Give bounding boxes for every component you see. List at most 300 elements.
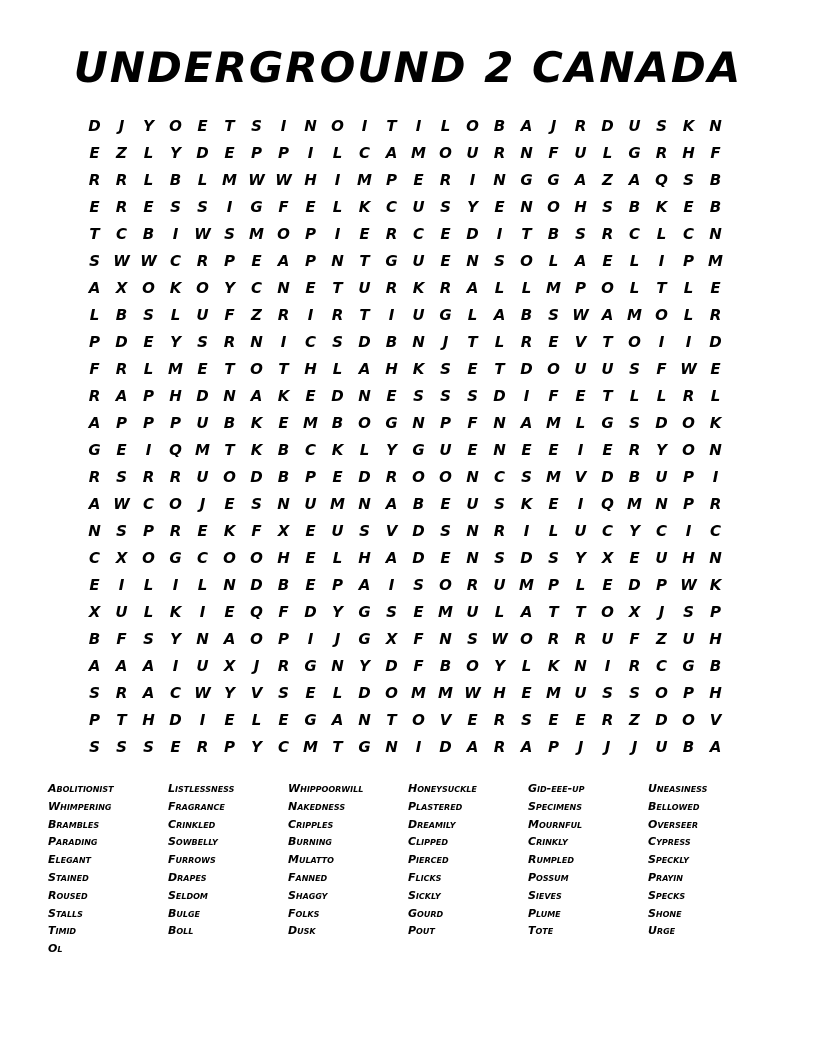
grid-letter[interactable]: P xyxy=(332,575,343,594)
grid-letter[interactable]: G xyxy=(358,629,371,648)
grid-letter[interactable]: V xyxy=(574,332,587,351)
grid-letter[interactable]: S xyxy=(467,386,478,405)
grid-letter[interactable]: C xyxy=(169,683,181,702)
grid-letter[interactable]: L xyxy=(143,170,154,189)
grid-letter[interactable]: I xyxy=(523,521,530,540)
grid-letter[interactable]: O xyxy=(682,710,695,729)
grid-letter[interactable]: N xyxy=(277,278,290,297)
grid-letter[interactable]: U xyxy=(466,602,479,621)
grid-letter[interactable]: R xyxy=(493,143,506,162)
grid-letter[interactable]: G xyxy=(304,656,317,675)
grid-letter[interactable]: S xyxy=(548,548,559,567)
grid-letter[interactable]: Y xyxy=(224,683,235,702)
grid-letter[interactable]: E xyxy=(89,143,100,162)
grid-letter[interactable]: F xyxy=(710,143,721,162)
grid-letter[interactable]: P xyxy=(305,224,316,243)
grid-letter[interactable]: S xyxy=(413,386,424,405)
grid-letter[interactable]: R xyxy=(88,386,101,405)
grid-letter[interactable]: C xyxy=(709,521,721,540)
grid-letter[interactable]: L xyxy=(251,710,262,729)
grid-letter[interactable]: G xyxy=(304,710,317,729)
grid-letter[interactable]: U xyxy=(601,359,614,378)
grid-letter[interactable]: M xyxy=(330,494,345,513)
grid-letter[interactable]: I xyxy=(388,575,395,594)
grid-letter[interactable]: Y xyxy=(629,521,640,540)
grid-letter[interactable]: M xyxy=(627,305,642,324)
grid-letter[interactable]: L xyxy=(575,575,586,594)
grid-letter[interactable]: A xyxy=(115,656,128,675)
grid-letter[interactable]: D xyxy=(466,224,479,243)
grid-letter[interactable]: S xyxy=(521,467,532,486)
grid-letter[interactable]: W xyxy=(248,170,265,189)
grid-letter[interactable]: K xyxy=(169,278,182,297)
grid-letter[interactable]: F xyxy=(413,629,424,648)
grid-letter[interactable]: U xyxy=(466,143,479,162)
grid-letter[interactable]: P xyxy=(386,170,397,189)
grid-letter[interactable]: U xyxy=(601,629,614,648)
grid-letter[interactable]: R xyxy=(88,467,101,486)
grid-letter[interactable]: R xyxy=(115,197,128,216)
grid-letter[interactable]: F xyxy=(413,656,424,675)
grid-letter[interactable]: B xyxy=(628,197,641,216)
grid-letter[interactable]: P xyxy=(548,737,559,756)
grid-letter[interactable]: F xyxy=(548,143,559,162)
grid-letter[interactable]: T xyxy=(602,332,613,351)
grid-letter[interactable]: L xyxy=(143,359,154,378)
grid-letter[interactable]: R xyxy=(169,521,182,540)
grid-letter[interactable]: D xyxy=(385,656,398,675)
grid-letter[interactable]: U xyxy=(196,467,209,486)
grid-letter[interactable]: T xyxy=(359,251,370,270)
grid-letter[interactable]: G xyxy=(358,737,371,756)
grid-letter[interactable]: X xyxy=(277,521,290,540)
grid-letter[interactable]: A xyxy=(88,494,101,513)
grid-letter[interactable]: R xyxy=(385,224,398,243)
grid-letter[interactable]: E xyxy=(440,548,451,567)
grid-letter[interactable]: O xyxy=(466,656,479,675)
grid-letter[interactable]: A xyxy=(331,710,344,729)
grid-letter[interactable]: D xyxy=(169,710,182,729)
grid-letter[interactable]: P xyxy=(683,251,694,270)
grid-letter[interactable]: N xyxy=(223,386,236,405)
grid-letter[interactable]: L xyxy=(683,278,694,297)
grid-letter[interactable]: L xyxy=(656,386,667,405)
grid-letter[interactable]: C xyxy=(277,737,289,756)
grid-letter[interactable]: N xyxy=(304,116,317,135)
grid-letter[interactable]: O xyxy=(682,413,695,432)
grid-letter[interactable]: E xyxy=(197,359,208,378)
grid-letter[interactable]: N xyxy=(466,251,479,270)
grid-letter[interactable]: M xyxy=(303,413,318,432)
grid-letter[interactable]: G xyxy=(439,305,452,324)
grid-letter[interactable]: O xyxy=(250,359,263,378)
grid-letter[interactable]: I xyxy=(388,305,395,324)
grid-letter[interactable]: I xyxy=(172,656,179,675)
grid-letter[interactable]: U xyxy=(358,278,371,297)
grid-letter[interactable]: O xyxy=(655,683,668,702)
grid-letter[interactable]: E xyxy=(440,494,451,513)
grid-letter[interactable]: C xyxy=(88,548,100,567)
grid-letter[interactable]: F xyxy=(467,413,478,432)
grid-letter[interactable]: R xyxy=(439,170,452,189)
grid-letter[interactable]: O xyxy=(412,710,425,729)
grid-letter[interactable]: E xyxy=(224,494,235,513)
grid-letter[interactable]: P xyxy=(170,413,181,432)
grid-letter[interactable]: S xyxy=(575,224,586,243)
grid-letter[interactable]: N xyxy=(358,710,371,729)
grid-letter[interactable]: P xyxy=(278,629,289,648)
grid-letter[interactable]: H xyxy=(574,197,587,216)
grid-letter[interactable]: L xyxy=(548,521,559,540)
grid-letter[interactable]: L xyxy=(143,602,154,621)
grid-letter[interactable]: I xyxy=(172,575,179,594)
grid-letter[interactable]: A xyxy=(520,737,533,756)
grid-letter[interactable]: K xyxy=(277,386,290,405)
grid-letter[interactable]: C xyxy=(115,224,127,243)
grid-letter[interactable]: P xyxy=(710,602,721,621)
grid-letter[interactable]: U xyxy=(196,656,209,675)
grid-letter[interactable]: U xyxy=(196,305,209,324)
grid-letter[interactable]: E xyxy=(143,197,154,216)
grid-letter[interactable]: S xyxy=(143,305,154,324)
grid-letter[interactable]: G xyxy=(88,440,101,459)
grid-letter[interactable]: Y xyxy=(170,332,181,351)
grid-letter[interactable]: A xyxy=(358,575,371,594)
grid-letter[interactable]: T xyxy=(386,116,397,135)
grid-letter[interactable]: E xyxy=(305,683,316,702)
grid-letter[interactable]: N xyxy=(412,413,425,432)
grid-letter[interactable]: X xyxy=(115,548,128,567)
grid-letter[interactable]: M xyxy=(411,143,426,162)
grid-letter[interactable]: I xyxy=(712,467,719,486)
grid-letter[interactable]: K xyxy=(412,359,425,378)
grid-letter[interactable]: S xyxy=(440,521,451,540)
grid-letter[interactable]: K xyxy=(682,116,695,135)
grid-letter[interactable]: H xyxy=(304,359,317,378)
grid-letter[interactable]: V xyxy=(709,710,722,729)
grid-letter[interactable]: N xyxy=(466,521,479,540)
grid-letter[interactable]: J xyxy=(442,332,449,351)
grid-letter[interactable]: X xyxy=(628,602,641,621)
grid-letter[interactable]: J xyxy=(334,629,341,648)
grid-letter[interactable]: N xyxy=(493,413,506,432)
grid-letter[interactable]: G xyxy=(682,656,695,675)
grid-letter[interactable]: B xyxy=(277,440,290,459)
grid-letter[interactable]: U xyxy=(439,440,452,459)
grid-letter[interactable]: A xyxy=(709,737,722,756)
grid-letter[interactable]: L xyxy=(656,224,667,243)
grid-letter[interactable]: M xyxy=(195,440,210,459)
grid-letter[interactable]: E xyxy=(710,278,721,297)
grid-letter[interactable]: M xyxy=(519,575,534,594)
grid-letter[interactable]: S xyxy=(494,494,505,513)
grid-letter[interactable]: E xyxy=(548,710,559,729)
grid-letter[interactable]: B xyxy=(412,494,425,513)
grid-letter[interactable]: D xyxy=(196,386,209,405)
grid-letter[interactable]: L xyxy=(629,251,640,270)
grid-letter[interactable]: T xyxy=(521,224,532,243)
grid-letter[interactable]: E xyxy=(386,386,397,405)
grid-letter[interactable]: B xyxy=(115,305,128,324)
grid-letter[interactable]: J xyxy=(550,116,557,135)
grid-letter[interactable]: D xyxy=(115,332,128,351)
grid-letter[interactable]: G xyxy=(169,548,182,567)
grid-letter[interactable]: I xyxy=(118,575,125,594)
grid-letter[interactable]: E xyxy=(197,521,208,540)
grid-letter[interactable]: U xyxy=(655,548,668,567)
grid-letter[interactable]: V xyxy=(439,710,452,729)
grid-letter[interactable]: S xyxy=(548,305,559,324)
grid-letter[interactable]: U xyxy=(574,683,587,702)
grid-letter[interactable]: C xyxy=(655,656,667,675)
grid-letter[interactable]: O xyxy=(628,332,641,351)
grid-letter[interactable]: O xyxy=(439,575,452,594)
grid-letter[interactable]: D xyxy=(358,467,371,486)
grid-letter[interactable]: N xyxy=(493,440,506,459)
grid-letter[interactable]: Y xyxy=(386,440,397,459)
grid-letter[interactable]: L xyxy=(710,386,721,405)
grid-letter[interactable]: Q xyxy=(655,170,668,189)
grid-letter[interactable]: R xyxy=(277,305,290,324)
grid-letter[interactable]: Y xyxy=(170,629,181,648)
grid-letter[interactable]: S xyxy=(143,737,154,756)
grid-letter[interactable]: N xyxy=(709,116,722,135)
grid-letter[interactable]: L xyxy=(575,413,586,432)
grid-letter[interactable]: E xyxy=(548,494,559,513)
grid-letter[interactable]: W xyxy=(680,575,697,594)
grid-letter[interactable]: N xyxy=(709,548,722,567)
grid-letter[interactable]: R xyxy=(142,467,155,486)
grid-letter[interactable]: T xyxy=(575,602,586,621)
grid-letter[interactable]: H xyxy=(709,629,722,648)
grid-letter[interactable]: H xyxy=(493,683,506,702)
grid-letter[interactable]: E xyxy=(521,440,532,459)
grid-letter[interactable]: N xyxy=(196,629,209,648)
grid-letter[interactable]: D xyxy=(358,332,371,351)
grid-letter[interactable]: I xyxy=(469,170,476,189)
grid-letter[interactable]: A xyxy=(142,683,155,702)
grid-letter[interactable]: C xyxy=(304,332,316,351)
grid-letter[interactable]: E xyxy=(467,359,478,378)
grid-letter[interactable]: P xyxy=(440,413,451,432)
grid-letter[interactable]: I xyxy=(415,737,422,756)
grid-letter[interactable]: H xyxy=(709,683,722,702)
grid-letter[interactable]: D xyxy=(601,116,614,135)
grid-letter[interactable]: T xyxy=(656,278,667,297)
grid-letter[interactable]: N xyxy=(88,521,101,540)
grid-letter[interactable]: P xyxy=(305,251,316,270)
grid-letter[interactable]: E xyxy=(602,251,613,270)
grid-letter[interactable]: K xyxy=(655,197,668,216)
grid-letter[interactable]: E xyxy=(494,197,505,216)
grid-letter[interactable]: L xyxy=(89,305,100,324)
grid-letter[interactable]: L xyxy=(332,197,343,216)
grid-letter[interactable]: D xyxy=(196,143,209,162)
grid-letter[interactable]: O xyxy=(520,629,533,648)
grid-letter[interactable]: S xyxy=(224,224,235,243)
grid-letter[interactable]: X xyxy=(223,656,236,675)
grid-letter[interactable]: S xyxy=(521,710,532,729)
grid-letter[interactable]: O xyxy=(439,143,452,162)
grid-letter[interactable]: P xyxy=(143,521,154,540)
grid-letter[interactable]: P xyxy=(89,332,100,351)
grid-letter[interactable]: M xyxy=(627,494,642,513)
grid-letter[interactable]: I xyxy=(604,656,611,675)
grid-letter[interactable]: D xyxy=(412,548,425,567)
grid-letter[interactable]: E xyxy=(413,602,424,621)
grid-letter[interactable]: P xyxy=(224,737,235,756)
grid-letter[interactable]: D xyxy=(520,359,533,378)
grid-letter[interactable]: V xyxy=(385,521,398,540)
grid-letter[interactable]: A xyxy=(277,251,290,270)
grid-letter[interactable]: U xyxy=(466,494,479,513)
grid-letter[interactable]: C xyxy=(628,224,640,243)
grid-letter[interactable]: E xyxy=(197,116,208,135)
grid-letter[interactable]: O xyxy=(358,413,371,432)
grid-letter[interactable]: P xyxy=(548,575,559,594)
grid-letter[interactable]: O xyxy=(331,116,344,135)
grid-letter[interactable]: G xyxy=(547,170,560,189)
grid-letter[interactable]: E xyxy=(89,197,100,216)
grid-letter[interactable]: B xyxy=(142,224,155,243)
grid-letter[interactable]: H xyxy=(385,359,398,378)
grid-letter[interactable]: E xyxy=(305,575,316,594)
grid-letter[interactable]: I xyxy=(658,332,665,351)
grid-letter[interactable]: A xyxy=(520,413,533,432)
grid-letter[interactable]: O xyxy=(520,251,533,270)
grid-letter[interactable]: B xyxy=(709,656,722,675)
grid-letter[interactable]: R xyxy=(466,575,479,594)
grid-letter[interactable]: E xyxy=(170,737,181,756)
grid-letter[interactable]: S xyxy=(440,359,451,378)
grid-letter[interactable]: S xyxy=(683,602,694,621)
grid-letter[interactable]: G xyxy=(628,143,641,162)
grid-letter[interactable]: R xyxy=(493,521,506,540)
grid-letter[interactable]: Z xyxy=(251,305,262,324)
grid-letter[interactable]: S xyxy=(116,737,127,756)
grid-letter[interactable]: S xyxy=(494,548,505,567)
grid-letter[interactable]: G xyxy=(358,602,371,621)
grid-letter[interactable]: N xyxy=(520,143,533,162)
grid-letter[interactable]: F xyxy=(629,629,640,648)
grid-letter[interactable]: T xyxy=(89,224,100,243)
grid-letter[interactable]: X xyxy=(115,278,128,297)
grid-letter[interactable]: L xyxy=(494,278,505,297)
grid-letter[interactable]: I xyxy=(685,521,692,540)
grid-letter[interactable]: R xyxy=(385,467,398,486)
grid-letter[interactable]: R xyxy=(709,494,722,513)
grid-letter[interactable]: Y xyxy=(224,278,235,297)
grid-letter[interactable]: A xyxy=(385,494,398,513)
grid-letter[interactable]: K xyxy=(250,440,263,459)
grid-letter[interactable]: B xyxy=(88,629,101,648)
grid-letter[interactable]: M xyxy=(546,278,561,297)
grid-letter[interactable]: I xyxy=(307,143,314,162)
grid-letter[interactable]: B xyxy=(331,413,344,432)
grid-letter[interactable]: A xyxy=(142,656,155,675)
grid-letter[interactable]: P xyxy=(683,494,694,513)
grid-letter[interactable]: L xyxy=(143,143,154,162)
grid-letter[interactable]: C xyxy=(142,494,154,513)
grid-letter[interactable]: B xyxy=(169,170,182,189)
grid-letter[interactable]: Q xyxy=(169,440,182,459)
grid-letter[interactable]: S xyxy=(386,602,397,621)
grid-letter[interactable]: D xyxy=(250,575,263,594)
grid-letter[interactable]: X xyxy=(88,602,101,621)
grid-letter[interactable]: E xyxy=(224,710,235,729)
grid-letter[interactable]: J xyxy=(199,494,206,513)
grid-letter[interactable]: J xyxy=(604,737,611,756)
grid-letter[interactable]: O xyxy=(385,683,398,702)
grid-letter[interactable]: B xyxy=(277,575,290,594)
grid-letter[interactable]: P xyxy=(656,575,667,594)
grid-letter[interactable]: H xyxy=(142,710,155,729)
grid-letter[interactable]: H xyxy=(358,548,371,567)
grid-letter[interactable]: N xyxy=(709,440,722,459)
grid-letter[interactable]: B xyxy=(520,305,533,324)
grid-letter[interactable]: I xyxy=(361,116,368,135)
grid-letter[interactable]: E xyxy=(602,440,613,459)
grid-letter[interactable]: L xyxy=(629,386,640,405)
grid-letter[interactable]: X xyxy=(601,548,614,567)
grid-letter[interactable]: C xyxy=(493,467,505,486)
grid-letter[interactable]: E xyxy=(683,197,694,216)
grid-letter[interactable]: N xyxy=(385,737,398,756)
grid-letter[interactable]: L xyxy=(440,116,451,135)
grid-letter[interactable]: D xyxy=(520,548,533,567)
grid-letter[interactable]: E xyxy=(224,602,235,621)
grid-letter[interactable]: Z xyxy=(629,710,640,729)
grid-letter[interactable]: F xyxy=(278,602,289,621)
grid-letter[interactable]: O xyxy=(196,278,209,297)
grid-letter[interactable]: C xyxy=(655,521,667,540)
grid-letter[interactable]: O xyxy=(250,548,263,567)
grid-letter[interactable]: Y xyxy=(494,656,505,675)
grid-letter[interactable]: P xyxy=(305,467,316,486)
grid-letter[interactable]: I xyxy=(226,197,233,216)
grid-letter[interactable]: U xyxy=(331,521,344,540)
grid-letter[interactable]: E xyxy=(359,224,370,243)
grid-letter[interactable]: E xyxy=(467,710,478,729)
grid-letter[interactable]: L xyxy=(521,656,532,675)
grid-letter[interactable]: R xyxy=(196,251,209,270)
grid-letter[interactable]: D xyxy=(250,467,263,486)
grid-letter[interactable]: S xyxy=(278,683,289,702)
grid-letter[interactable]: A xyxy=(88,413,101,432)
grid-letter[interactable]: Z xyxy=(656,629,667,648)
grid-letter[interactable]: L xyxy=(143,575,154,594)
grid-letter[interactable]: R xyxy=(439,278,452,297)
grid-letter[interactable]: R xyxy=(547,629,560,648)
grid-letter[interactable]: O xyxy=(223,548,236,567)
grid-letter[interactable]: A xyxy=(88,656,101,675)
grid-letter[interactable]: O xyxy=(601,278,614,297)
grid-letter[interactable]: G xyxy=(412,440,425,459)
grid-letter[interactable]: D xyxy=(304,602,317,621)
grid-letter[interactable]: S xyxy=(197,332,208,351)
grid-letter[interactable]: M xyxy=(357,170,372,189)
grid-letter[interactable]: A xyxy=(520,116,533,135)
grid-letter[interactable]: B xyxy=(628,467,641,486)
grid-letter[interactable]: O xyxy=(547,359,560,378)
grid-letter[interactable]: T xyxy=(467,332,478,351)
grid-letter[interactable]: M xyxy=(708,251,723,270)
grid-letter[interactable]: R xyxy=(628,656,641,675)
grid-letter[interactable]: T xyxy=(224,116,235,135)
grid-letter[interactable]: K xyxy=(223,521,236,540)
grid-letter[interactable]: O xyxy=(547,197,560,216)
grid-letter[interactable]: U xyxy=(115,602,128,621)
